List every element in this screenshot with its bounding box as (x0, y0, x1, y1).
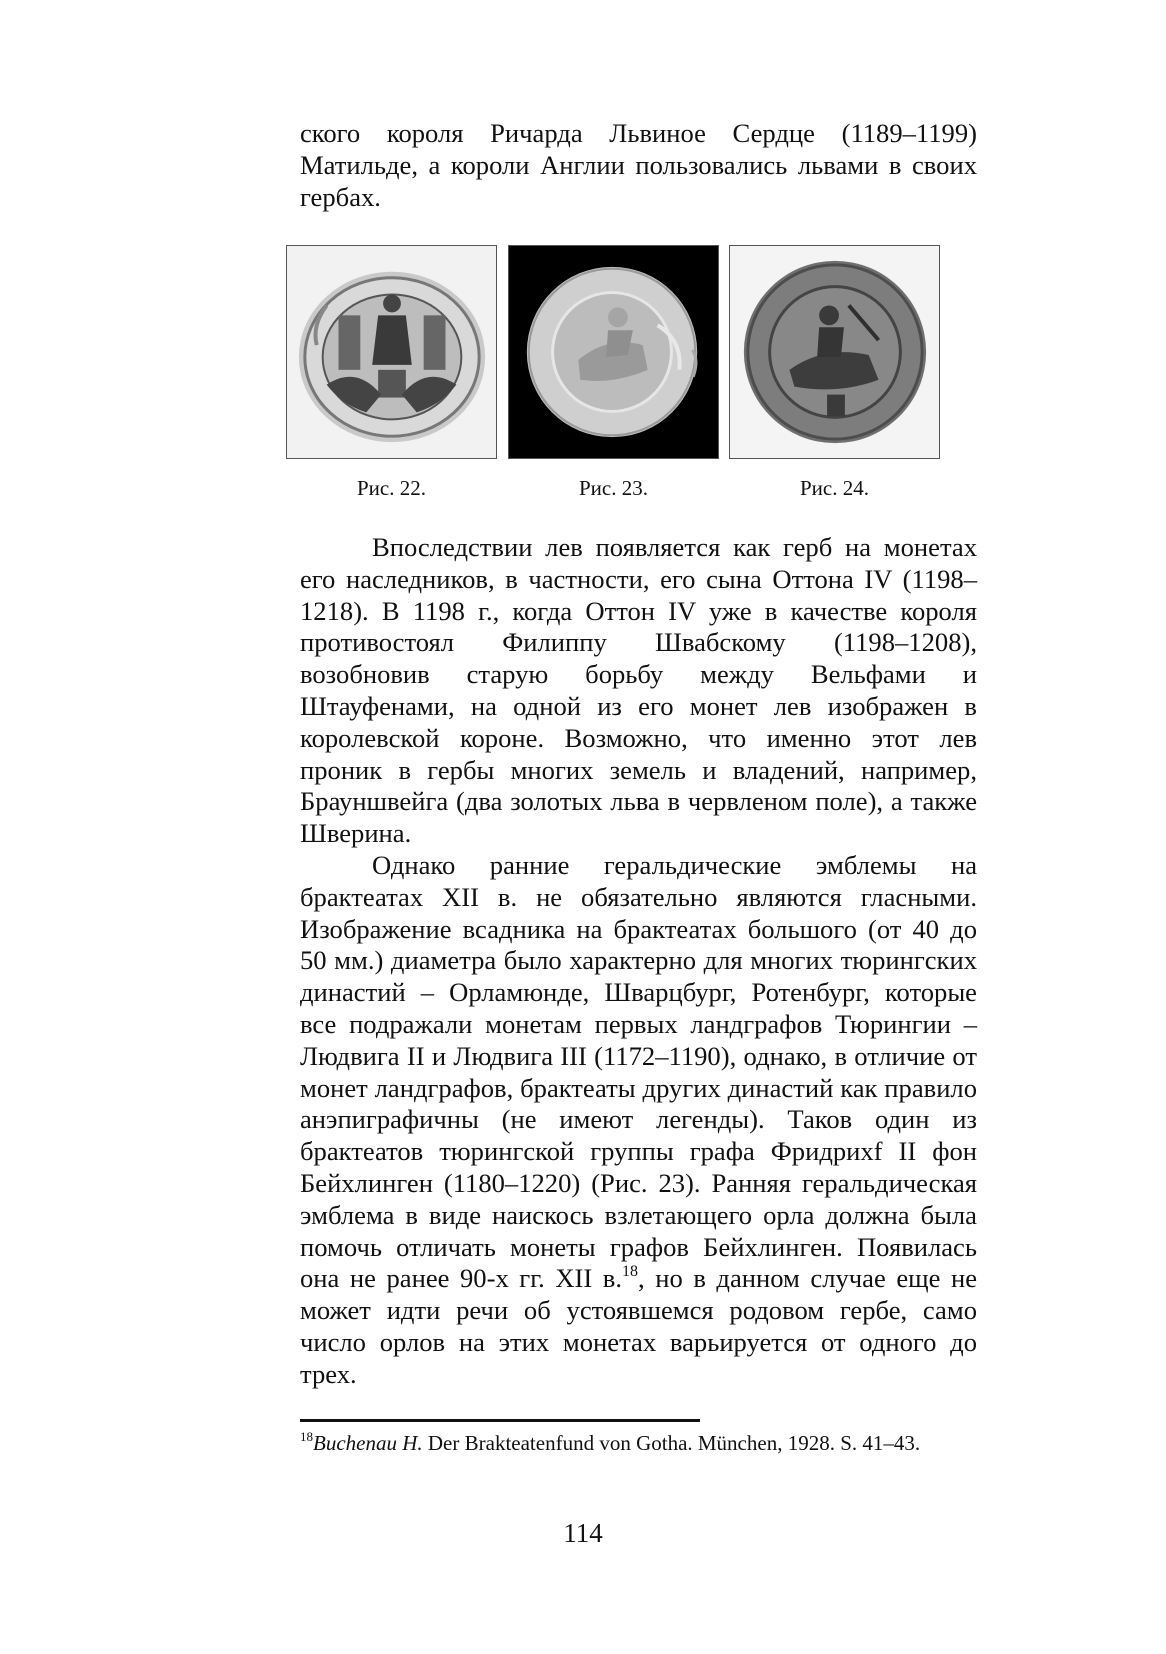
footnote-reference[interactable]: 18 (622, 1263, 639, 1281)
coin-image (730, 246, 939, 458)
figure-22-image (286, 245, 497, 459)
figure-23-caption: Рис. 23. (579, 476, 648, 500)
figure-24-image (729, 245, 940, 459)
body-text (300, 532, 977, 1391)
intro-paragraph (300, 118, 977, 213)
figure-24-caption: Рис. 24. (800, 476, 869, 500)
footnote (300, 1430, 980, 1456)
figure-23-image (508, 245, 719, 459)
paragraph-2 (300, 850, 977, 1391)
paragraph-1: Впоследствии лев появляется как герб на монетах его наследников, в частности, его сына Оттона IV (1198–1218). В 1198 г., когда Оттон IV уже в качестве короля противостоял Филиппу Швабскому (1198–1208), возобновив старую борьбу между Вельфами и Штауфенами, на одной из его монет лев изображен в королевской короне. Возможно, что именно этот лев проник в гербы многих земель и владений, например, Брауншвейга (два золотых льва в червленом поле), а также Шверина. (300, 532, 977, 849)
footnote-number: 18 (300, 1429, 313, 1444)
footnote-separator (300, 1419, 700, 1422)
paragraph-2-text: Однако ранние геральдические эмблемы на брактеатах XII в. не обязательно являются гласными. Изображение всадника на брактеатах большого (от 40 до 50 мм.) диаметра было характерно для многих тюрингских династий – Орламюнде, Шварцбург, Ротенбург, которые все подражали монетам первых ландграфов Тюрингии – Людвига II и Людвига III (1172–1190), однако, в отличие от монет ландграфов, брактеаты других династий как правило анэпиграфичны (не имеют легенды). Таков один из брактеатов тюрингской группы графа Фридрихf II фон Бейхлинген (1180–1220) (Рис. 23). Ранняя геральдическая эмблема в виде наискось взлетающего орла должна была помочь отличать монеты графов Бейхлинген. Появилась она не ранее 90-х гг. XII в. (300, 849, 977, 1294)
intro-text: ского короля Ричарда Львиное Сердце (1189–1199) Матильде, а короли Англии пользовались львами в своих гербах. (300, 118, 977, 212)
bracteate-image (509, 246, 718, 458)
page-number: 114 (563, 1518, 603, 1548)
seal-image (287, 246, 496, 458)
footnote-text: Der Brakteatenfund von Gotha. München, 1928. S. 41–43. (422, 1431, 921, 1455)
paragraph-2-text-end: , но в данном случае еще не может идти речи об устоявшемся родовом гербе, само число орлов на этих монетах варьируется от одного до трех. (300, 1263, 978, 1389)
footnote-author: Buchenau H. (313, 1431, 423, 1455)
figure-22-caption: Рис. 22. (357, 476, 426, 500)
